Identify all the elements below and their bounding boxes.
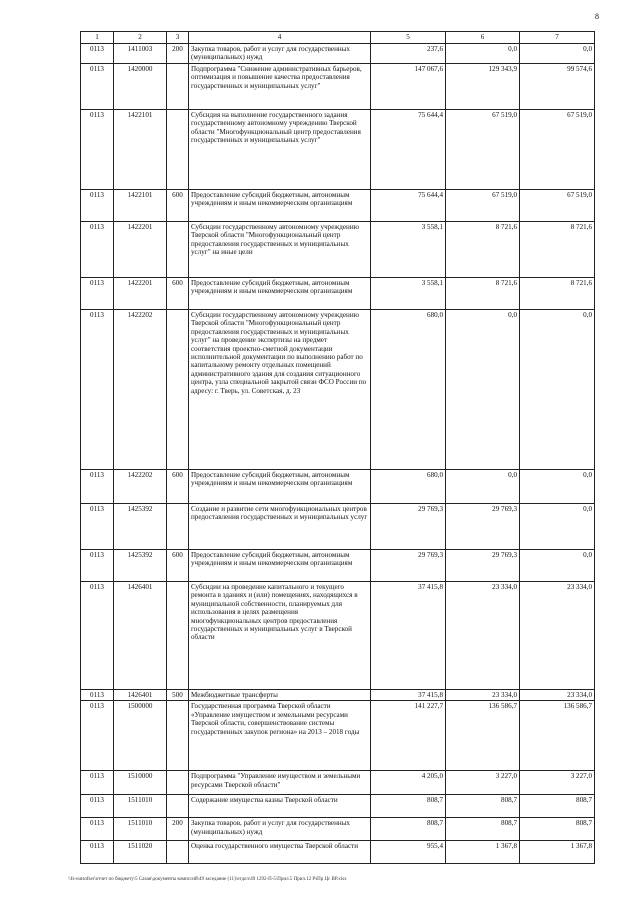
header-cell: 1 xyxy=(81,32,114,44)
table-row xyxy=(81,550,595,582)
expense-type-cell xyxy=(167,64,189,110)
amount-col5-cell: 29 769,3 xyxy=(371,550,446,582)
amount-col5-cell: 147 067,6 xyxy=(371,64,446,110)
amount-col7-cell: 8 721,6 xyxy=(520,278,595,310)
amount-col7-cell: 808,7 xyxy=(520,795,595,818)
table-row xyxy=(81,690,595,701)
amount-col5-cell: 680,0 xyxy=(371,310,446,470)
amount-col6-cell: 8 721,6 xyxy=(446,222,520,278)
description-cell: Субсидия на выполнение государственного задания государственному автономному учреждению Тверской области "Многофункциональный центр предоставления государственных и муниципальных услуг" xyxy=(189,110,371,190)
section-code-cell: 0113 xyxy=(81,701,114,771)
expense-type-cell: 600 xyxy=(167,278,189,310)
amount-col6-cell: 808,7 xyxy=(446,818,520,841)
amount-col7-cell: 808,7 xyxy=(520,818,595,841)
amount-col7-cell: 3 227,0 xyxy=(520,771,595,795)
expense-type-cell xyxy=(167,795,189,818)
section-code-cell: 0113 xyxy=(81,841,114,864)
section-code-cell: 0113 xyxy=(81,64,114,110)
amount-col6-cell: 1 367,8 xyxy=(446,841,520,864)
header-cell: 2 xyxy=(114,32,167,44)
amount-col6-cell: 8 721,6 xyxy=(446,278,520,310)
target-code-cell: 1420000 xyxy=(114,64,167,110)
amount-col7-cell: 136 586,7 xyxy=(520,701,595,771)
expense-type-cell xyxy=(167,504,189,550)
expense-type-cell xyxy=(167,310,189,470)
target-code-cell: 1422202 xyxy=(114,310,167,470)
amount-col5-cell: 37 415,8 xyxy=(371,690,446,701)
description-cell: Закупка товаров, работ и услуг для государственных (муниципальных) нужд xyxy=(189,44,371,64)
description-cell: Создание и развитие сети многофункциональных центров предоставления государственных и муниципальных услуг xyxy=(189,504,371,550)
table-row xyxy=(81,64,595,110)
section-code-cell: 0113 xyxy=(81,44,114,64)
amount-col7-cell: 0,0 xyxy=(520,470,595,504)
amount-col6-cell: 808,7 xyxy=(446,795,520,818)
table-row xyxy=(81,190,595,222)
table-row xyxy=(81,841,595,864)
expense-type-cell xyxy=(167,771,189,795)
expense-type-cell: 600 xyxy=(167,550,189,582)
target-code-cell: 1511020 xyxy=(114,841,167,864)
target-code-cell: 1425392 xyxy=(114,504,167,550)
target-code-cell: 1500000 xyxy=(114,701,167,771)
table-row xyxy=(81,110,595,190)
target-code-cell: 1422201 xyxy=(114,222,167,278)
amount-col6-cell: 67 519,0 xyxy=(446,190,520,222)
amount-col7-cell: 67 519,0 xyxy=(520,110,595,190)
amount-col7-cell: 99 574,6 xyxy=(520,64,595,110)
amount-col7-cell: 0,0 xyxy=(520,550,595,582)
amount-col5-cell: 37 415,8 xyxy=(371,582,446,690)
amount-col6-cell: 136 586,7 xyxy=(446,701,520,771)
section-code-cell: 0113 xyxy=(81,582,114,690)
description-cell: Межбюджетные трансферты xyxy=(189,690,371,701)
table-row xyxy=(81,701,595,771)
table-body xyxy=(81,32,595,864)
file-path-footer: \\fs-outsofser\отчет по бюджету\5 Сазан\документы комиссий\49 заседание (11)\отдел\49 1292-П-5\Прил.5 Прил.12 РзПр Цс ВР.xlsx xyxy=(68,877,347,882)
section-code-cell: 0113 xyxy=(81,470,114,504)
amount-col6-cell: 23 334,0 xyxy=(446,582,520,690)
target-code-cell: 1511010 xyxy=(114,818,167,841)
section-code-cell: 0113 xyxy=(81,110,114,190)
expense-type-cell: 600 xyxy=(167,190,189,222)
amount-col6-cell: 129 343,9 xyxy=(446,64,520,110)
amount-col5-cell: 141 227,7 xyxy=(371,701,446,771)
amount-col6-cell: 0,0 xyxy=(446,44,520,64)
amount-col6-cell: 67 519,0 xyxy=(446,110,520,190)
description-cell: Предоставление субсидий бюджетным, автономным учреждениям и иным некоммерческим организациям xyxy=(189,190,371,222)
section-code-cell: 0113 xyxy=(81,278,114,310)
amount-col5-cell: 808,7 xyxy=(371,795,446,818)
table-row xyxy=(81,818,595,841)
description-cell: Подпрограмма "Управление имуществом и земельными ресурсами Тверской области" xyxy=(189,771,371,795)
expense-type-cell: 200 xyxy=(167,44,189,64)
description-cell: Субсидии государственному автономному учреждению Тверской области "Многофункциональный центр предоставления государственных и муниципальных услуг" на иные цели xyxy=(189,222,371,278)
section-code-cell: 0113 xyxy=(81,771,114,795)
amount-col7-cell: 1 367,8 xyxy=(520,841,595,864)
target-code-cell: 1425392 xyxy=(114,550,167,582)
amount-col5-cell: 29 769,3 xyxy=(371,504,446,550)
amount-col7-cell: 23 334,0 xyxy=(520,690,595,701)
description-cell: Закупка товаров, работ и услуг для государственных (муниципальных) нужд xyxy=(189,818,371,841)
expense-type-cell xyxy=(167,582,189,690)
target-code-cell: 1422101 xyxy=(114,190,167,222)
target-code-cell: 1422201 xyxy=(114,278,167,310)
section-code-cell: 0113 xyxy=(81,310,114,470)
target-code-cell: 1422101 xyxy=(114,110,167,190)
expense-type-cell xyxy=(167,841,189,864)
header-cell: 3 xyxy=(167,32,189,44)
amount-col7-cell: 67 519,0 xyxy=(520,190,595,222)
description-cell: Оценка государственного имущества Тверской области xyxy=(189,841,371,864)
page-number: 8 xyxy=(595,12,599,21)
budget-table xyxy=(80,31,595,864)
section-code-cell: 0113 xyxy=(81,222,114,278)
amount-col6-cell: 29 769,3 xyxy=(446,550,520,582)
amount-col7-cell: 23 334,0 xyxy=(520,582,595,690)
section-code-cell: 0113 xyxy=(81,190,114,222)
amount-col6-cell: 23 334,0 xyxy=(446,690,520,701)
target-code-cell: 1426401 xyxy=(114,582,167,690)
table-row xyxy=(81,222,595,278)
amount-col5-cell: 680,0 xyxy=(371,470,446,504)
description-cell: Предоставление субсидий бюджетным, автономным учреждениям и иным некоммерческим организациям xyxy=(189,278,371,310)
amount-col5-cell: 955,4 xyxy=(371,841,446,864)
amount-col7-cell: 8 721,6 xyxy=(520,222,595,278)
expense-type-cell: 200 xyxy=(167,818,189,841)
expense-type-cell: 600 xyxy=(167,470,189,504)
section-code-cell: 0113 xyxy=(81,795,114,818)
description-cell: Субсидии на проведение капитального и текущего ремонта в зданиях и (или) помещениях, находящихся в муниципальной собственности, планируемых для использования в целях размещения многофункциональных центров предоставления государственных и муниципальных услуг в Тверской области xyxy=(189,582,371,690)
amount-col5-cell: 3 558,1 xyxy=(371,278,446,310)
table-row xyxy=(81,582,595,690)
expense-type-cell xyxy=(167,110,189,190)
amount-col5-cell: 237,6 xyxy=(371,44,446,64)
header-cell: 7 xyxy=(520,32,595,44)
amount-col7-cell: 0,0 xyxy=(520,310,595,470)
target-code-cell: 1411003 xyxy=(114,44,167,64)
amount-col7-cell: 0,0 xyxy=(520,504,595,550)
table-row xyxy=(81,44,595,64)
table-row xyxy=(81,771,595,795)
description-cell: Предоставление субсидий бюджетным, автономным учреждениям и иным некоммерческим организациям xyxy=(189,550,371,582)
section-code-cell: 0113 xyxy=(81,690,114,701)
table-row xyxy=(81,470,595,504)
amount-col6-cell: 29 769,3 xyxy=(446,504,520,550)
header-cell: 6 xyxy=(446,32,520,44)
amount-col6-cell: 0,0 xyxy=(446,310,520,470)
expense-type-cell xyxy=(167,701,189,771)
table-row xyxy=(81,310,595,470)
target-code-cell: 1511010 xyxy=(114,795,167,818)
table-row xyxy=(81,278,595,310)
amount-col5-cell: 4 205,0 xyxy=(371,771,446,795)
target-code-cell: 1426401 xyxy=(114,690,167,701)
expense-type-cell: 500 xyxy=(167,690,189,701)
header-cell: 4 xyxy=(189,32,371,44)
amount-col5-cell: 75 644,4 xyxy=(371,110,446,190)
amount-col5-cell: 3 558,1 xyxy=(371,222,446,278)
amount-col5-cell: 808,7 xyxy=(371,818,446,841)
amount-col6-cell: 3 227,0 xyxy=(446,771,520,795)
table-header-row xyxy=(81,32,595,44)
description-cell: Подпрограмма "Снижение административных барьеров, оптимизация и повышение качества предоставления государственных и муниципальных услуг" xyxy=(189,64,371,110)
section-code-cell: 0113 xyxy=(81,818,114,841)
target-code-cell: 1510000 xyxy=(114,771,167,795)
target-code-cell: 1422202 xyxy=(114,470,167,504)
expense-type-cell xyxy=(167,222,189,278)
amount-col5-cell: 75 644,4 xyxy=(371,190,446,222)
header-cell: 5 xyxy=(371,32,446,44)
description-cell: Предоставление субсидий бюджетным, автономным учреждениям и иным некоммерческим организациям xyxy=(189,470,371,504)
description-cell: Содержание имущества казны Тверской области xyxy=(189,795,371,818)
section-code-cell: 0113 xyxy=(81,504,114,550)
description-cell: Государственная программа Тверской области «Управление имуществом и земельными ресурсами Тверской области, совершенствование системы государственных закупок региона» на 2013 – 2018 годы xyxy=(189,701,371,771)
description-cell: Субсидии государственному автономному учреждению Тверской области "Многофункциональный центр предоставления государственных и муниципальных услуг" на проведение экспертизы на предмет соответствия проектно-сметной документации исполнительной документации по выполнению работ по капитальному ремонту отдельных помещений административного здания для создания ситуационного центра, узла специальной закрытой связи ФСО России по адресу: г. Тверь, ул. Советская, д. 23 xyxy=(189,310,371,470)
table-row xyxy=(81,504,595,550)
amount-col7-cell: 0,0 xyxy=(520,44,595,64)
amount-col6-cell: 0,0 xyxy=(446,470,520,504)
table-row xyxy=(81,795,595,818)
section-code-cell: 0113 xyxy=(81,550,114,582)
